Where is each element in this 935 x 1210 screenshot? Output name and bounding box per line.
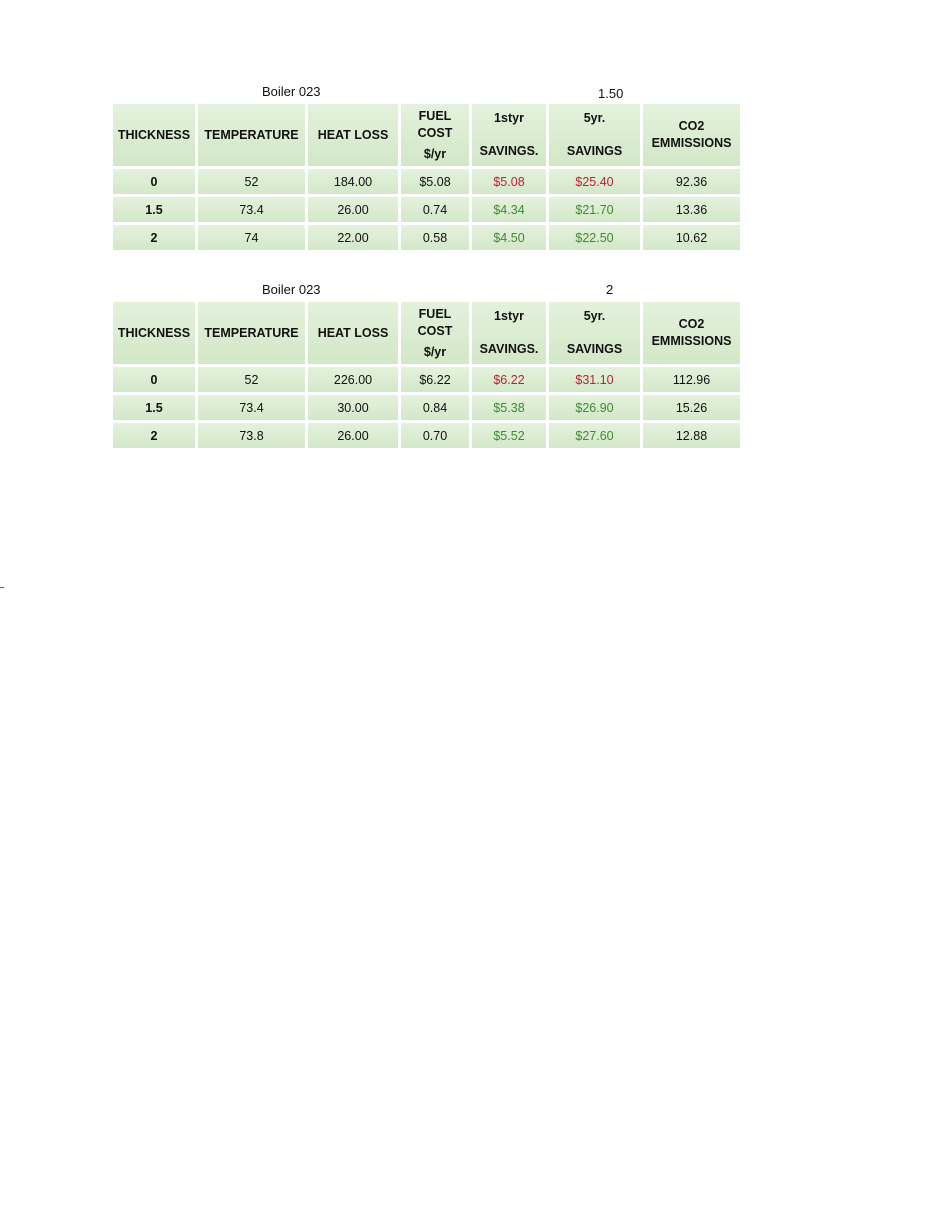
header-fuel-cost-line1: FUEL — [418, 306, 452, 321]
cell-thickness: 0 — [113, 169, 195, 194]
cell-fuel-cost: 0.70 — [401, 423, 469, 448]
header-fuel-cost-line2: COST — [417, 125, 453, 140]
cell-co2-emissions: 15.26 — [643, 395, 740, 420]
cell-fuel-cost: $6.22 — [401, 367, 469, 392]
cell-first-year-savings: $5.52 — [472, 423, 546, 448]
cell-five-year-savings: $31.10 — [549, 367, 640, 392]
table-row — [113, 225, 740, 250]
cell-first-year-savings: $4.34 — [472, 197, 546, 222]
cell-five-year-savings: $22.50 — [549, 225, 640, 250]
header-heat-loss: HEAT LOSS — [308, 104, 398, 166]
cell-five-year-savings: $26.90 — [549, 395, 640, 420]
header-first-year-top: 1styr — [494, 111, 524, 125]
cell-heat-loss: 184.00 — [308, 169, 398, 194]
table-caption-name: Boiler 023 — [262, 84, 321, 99]
cell-thickness: 2 — [113, 423, 195, 448]
cell-co2-emissions: 13.36 — [643, 197, 740, 222]
header-first-year-savings — [472, 104, 546, 166]
table-header-row — [113, 104, 740, 166]
table-row — [113, 169, 740, 194]
cell-five-year-savings: $21.70 — [549, 197, 640, 222]
cell-five-year-savings: $25.40 — [549, 169, 640, 194]
cell-first-year-savings: $5.38 — [472, 395, 546, 420]
cell-co2-emissions: 112.96 — [643, 367, 740, 392]
header-fuel-cost — [401, 302, 469, 364]
heat-loss-table — [110, 299, 743, 451]
cell-heat-loss: 22.00 — [308, 225, 398, 250]
cell-temperature: 52 — [198, 367, 305, 392]
table-caption-thickness: 2 — [606, 282, 614, 297]
cell-heat-loss: 26.00 — [308, 423, 398, 448]
header-co2-emissions — [643, 104, 740, 166]
cell-temperature: 73.4 — [198, 197, 305, 222]
cell-fuel-cost: 0.58 — [401, 225, 469, 250]
header-five-year-top: 5yr. — [583, 111, 606, 125]
cell-first-year-savings: $5.08 — [472, 169, 546, 194]
cell-temperature: 73.8 — [198, 423, 305, 448]
header-five-year-savings — [549, 104, 640, 166]
cell-co2-emissions: 92.36 — [643, 169, 740, 194]
header-thickness: THICKNESS — [113, 302, 195, 364]
header-fuel-cost — [401, 104, 469, 166]
cell-thickness: 1.5 — [113, 197, 195, 222]
scan-edge-mark — [0, 587, 4, 588]
cell-first-year-savings: $4.50 — [472, 225, 546, 250]
header-five-year-bottom: SAVINGS — [566, 144, 623, 158]
header-co2-emissions — [643, 302, 740, 364]
header-thickness: THICKNESS — [113, 104, 195, 166]
cell-thickness: 2 — [113, 225, 195, 250]
header-co2-line2: EMMISSIONS — [651, 334, 732, 348]
header-first-year-bottom: SAVINGS. — [479, 144, 539, 158]
header-five-year-top: 5yr. — [583, 309, 606, 323]
boiler-table-block-2 — [113, 282, 746, 451]
header-fuel-cost-line3: $/yr — [423, 146, 447, 161]
header-fuel-cost-line2: COST — [417, 323, 453, 338]
table-caption — [113, 84, 746, 101]
table-row — [113, 423, 740, 448]
header-five-year-savings — [549, 302, 640, 364]
cell-co2-emissions: 12.88 — [643, 423, 740, 448]
cell-heat-loss: 26.00 — [308, 197, 398, 222]
header-fuel-cost-line1: FUEL — [418, 108, 452, 123]
table-row — [113, 367, 740, 392]
header-heat-loss: HEAT LOSS — [308, 302, 398, 364]
cell-first-year-savings: $6.22 — [472, 367, 546, 392]
cell-heat-loss: 30.00 — [308, 395, 398, 420]
cell-fuel-cost: 0.84 — [401, 395, 469, 420]
cell-heat-loss: 226.00 — [308, 367, 398, 392]
heat-loss-table — [110, 101, 743, 253]
table-caption-name: Boiler 023 — [262, 282, 321, 297]
cell-co2-emissions: 10.62 — [643, 225, 740, 250]
header-first-year-top: 1styr — [494, 309, 524, 323]
cell-temperature: 52 — [198, 169, 305, 194]
header-temperature: TEMPERATURE — [198, 302, 305, 364]
header-co2-line1: CO2 — [678, 119, 705, 133]
table-header-row — [113, 302, 740, 364]
cell-five-year-savings: $27.60 — [549, 423, 640, 448]
cell-thickness: 1.5 — [113, 395, 195, 420]
header-five-year-bottom: SAVINGS — [566, 342, 623, 356]
table-caption-thickness: 1.50 — [598, 86, 624, 101]
cell-fuel-cost: 0.74 — [401, 197, 469, 222]
header-fuel-cost-line3: $/yr — [423, 344, 447, 359]
table-row — [113, 197, 740, 222]
cell-fuel-cost: $5.08 — [401, 169, 469, 194]
header-first-year-bottom: SAVINGS. — [479, 342, 539, 356]
table-caption — [113, 282, 746, 299]
table-row — [113, 395, 740, 420]
header-temperature: TEMPERATURE — [198, 104, 305, 166]
cell-thickness: 0 — [113, 367, 195, 392]
cell-temperature: 74 — [198, 225, 305, 250]
header-co2-line1: CO2 — [678, 317, 705, 331]
cell-temperature: 73.4 — [198, 395, 305, 420]
boiler-table-block-1 — [113, 84, 746, 253]
header-first-year-savings — [472, 302, 546, 364]
header-co2-line2: EMMISSIONS — [651, 136, 732, 150]
